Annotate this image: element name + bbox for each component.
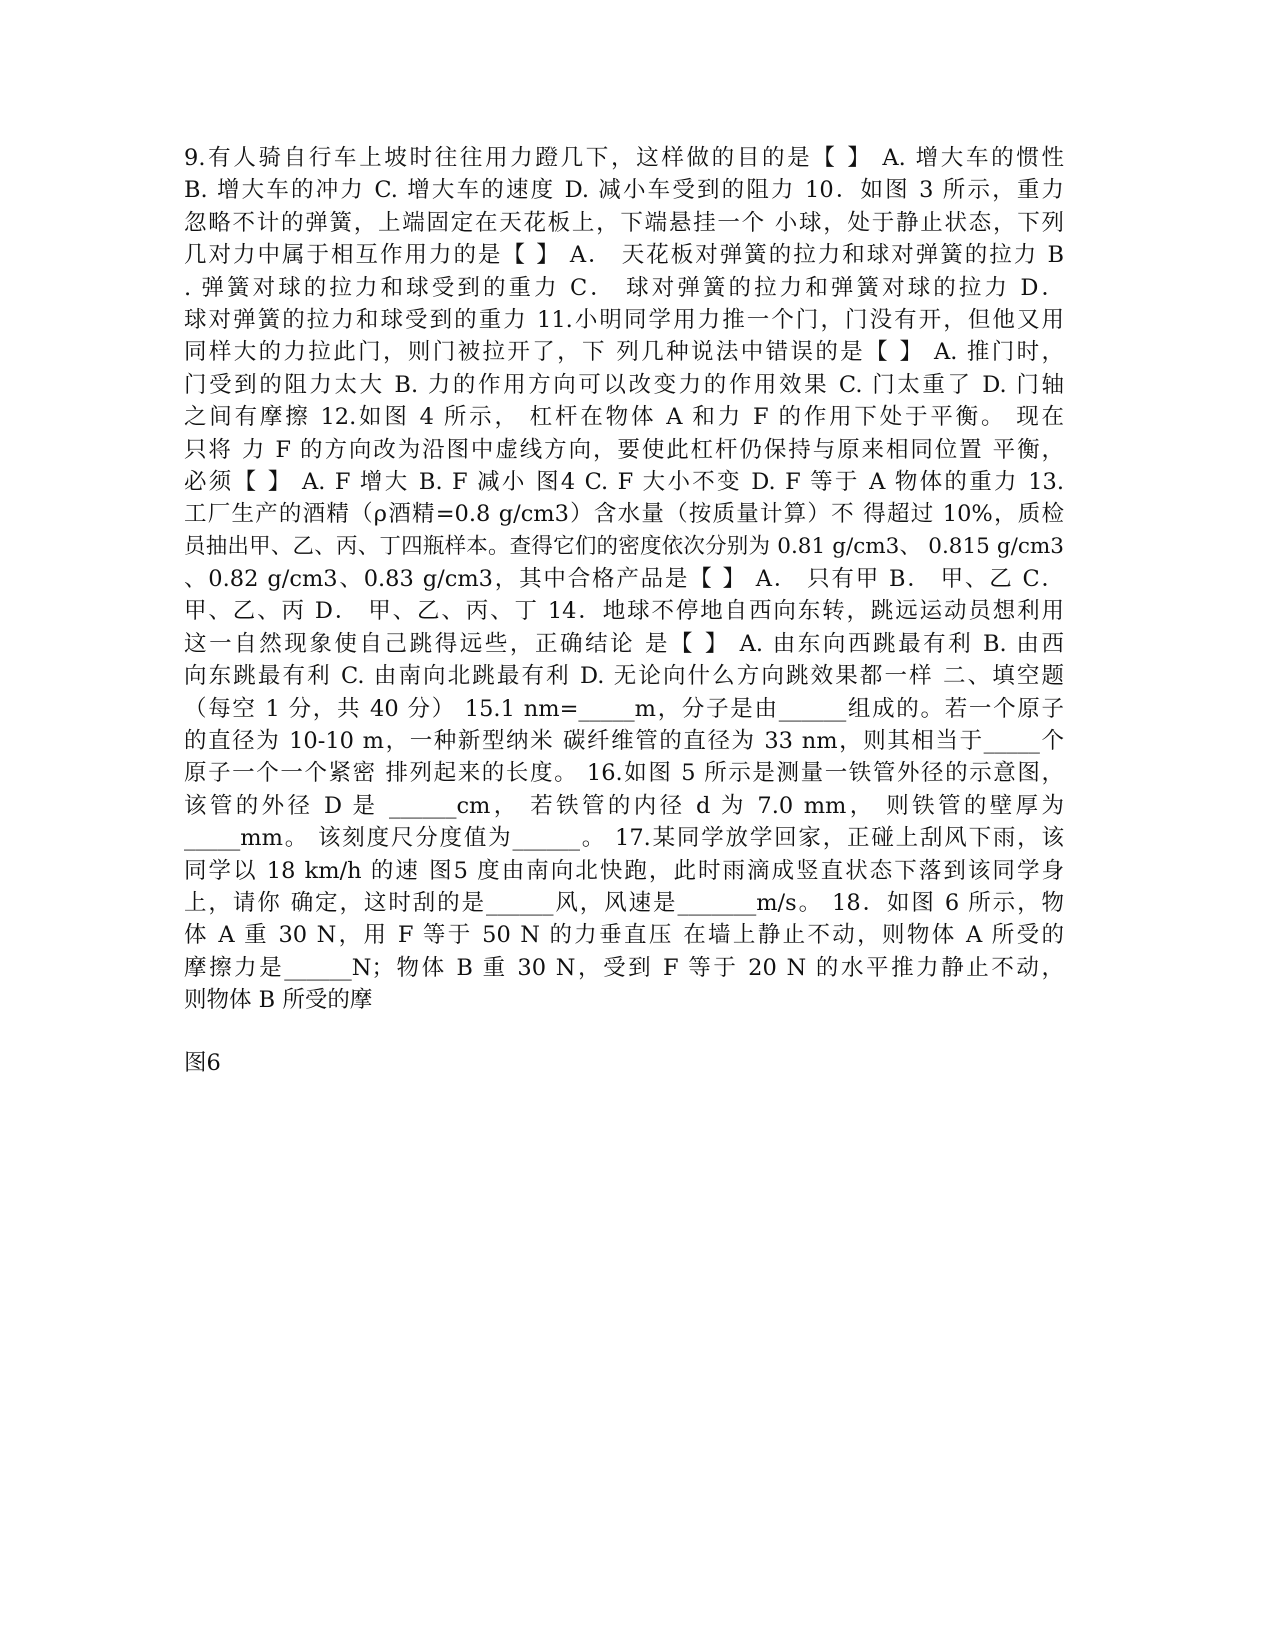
text-line: _____mm。 该刻度尺分度值为______。 17.某同学放学回家，正碰上刮风下雨，该 [184,825,1064,852]
text-line: 员抽出甲、乙、丙、丁四瓶样本。查得它们的密度依次分别为 0.81 g/cm3、 0.815 g/cm3 [184,533,1064,559]
text-line: 9.有人骑自行车上坡时往往用力蹬几下，这样做的目的是【 】 A. 增大车的惯性 [184,145,1064,171]
question-text-block [184,142,1064,1017]
text-line: 必须【 】 A. F 增大 B. F 减小 图4 C. F 大小不变 D. F 等于 A 物体的重力 13. [184,468,1064,495]
text-line: 体 A 重 30 N，用 F 等于 50 N 的力垂直压 在墙上静止不动，则物体 A 所受的 [184,922,1064,949]
text-line: 之间有摩擦 12.如图 4 所示， 杠杆在物体 A 和力 F 的作用下处于平衡。 现在 [184,404,1064,431]
text-line: 该管的外径 D 是 ______cm， 若铁管的内径 d 为 7.0 mm， 则铁管的壁厚为 [184,792,1064,819]
text-line: 球对弹簧的拉力和球受到的重力 11.小明同学用力推一个门，门没有开，但他又用 [184,306,1064,333]
text-line: 摩擦力是______N；物体 B 重 30 N，受到 F 等于 20 N 的水平推力静止不动， [184,954,1064,981]
text-line: 原子一个一个紧密 排列起来的长度。 16.如图 5 所示是测量一铁管外径的示意图， [184,760,1064,787]
text-line: 几对力中属于相互作用力的是【 】 A． 天花板对弹簧的拉力和球对弹簧的拉力 B [184,242,1064,269]
text-line: 工厂生产的酒精（ρ酒精=0.8 g/cm3）含水量（按质量计算）不 得超过 10%，质检 [184,501,1064,528]
text-line: . 弹簧对球的拉力和球受到的重力 C． 球对弹簧的拉力和弹簧对球的拉力 D． [184,274,1064,301]
text-line: 忽略不计的弹簧，上端固定在天花板上，下端悬挂一个 小球，处于静止状态，下列 [184,209,1064,236]
text-line: 门受到的阻力太大 B. 力的作用方向可以改变力的作用效果 C. 门太重了 D. 门轴 [184,371,1064,398]
text-line: 只将 力 F 的方向改为沿图中虚线方向，要使此杠杆仍保持与原来相同位置 平衡， [184,436,1064,463]
figure-caption: 图6 [184,1050,221,1076]
text-line: 同样大的力拉此门，则门被拉开了，下 列几种说法中错误的是【 】 A. 推门时， [184,339,1064,366]
text-line: 向东跳最有利 C. 由南向北跳最有利 D. 无论向什么方向跳效果都一样 二、填空题 [184,663,1064,690]
text-line: B. 增大车的冲力 C. 增大车的速度 D. 减小车受到的阻力 10．如图 3 所示，重力 [184,177,1064,204]
text-line: 则物体 B 所受的摩 [184,987,373,1014]
text-line: 甲、乙、丙 D． 甲、乙、丙、丁 14．地球不停地自西向东转，跳远运动员想利用 [184,598,1064,625]
text-line: 同学以 18 km/h 的速 图5 度由南向北快跑，此时雨滴成竖直状态下落到该同学身 [184,857,1064,884]
text-line: 的直径为 10-10 m，一种新型纳米 碳纤维管的直径为 33 nm，则其相当于_____个 [184,728,1064,755]
text-line: 这一自然现象使自己跳得远些，正确结论 是【 】 A. 由东向西跳最有利 B. 由西 [184,630,1064,657]
text-line: （每空 1 分，共 40 分） 15.1 nm=_____m，分子是由______组成的。若一个原子 [184,695,1064,722]
text-line: 、0.82 g/cm3、0.83 g/cm3，其中合格产品是【 】 A． 只有甲 B． 甲、乙 C． [184,566,1064,593]
text-line: 上，请你 确定，这时刮的是______风，风速是_______m/s。 18．如图 6 所示，物 [184,889,1064,916]
